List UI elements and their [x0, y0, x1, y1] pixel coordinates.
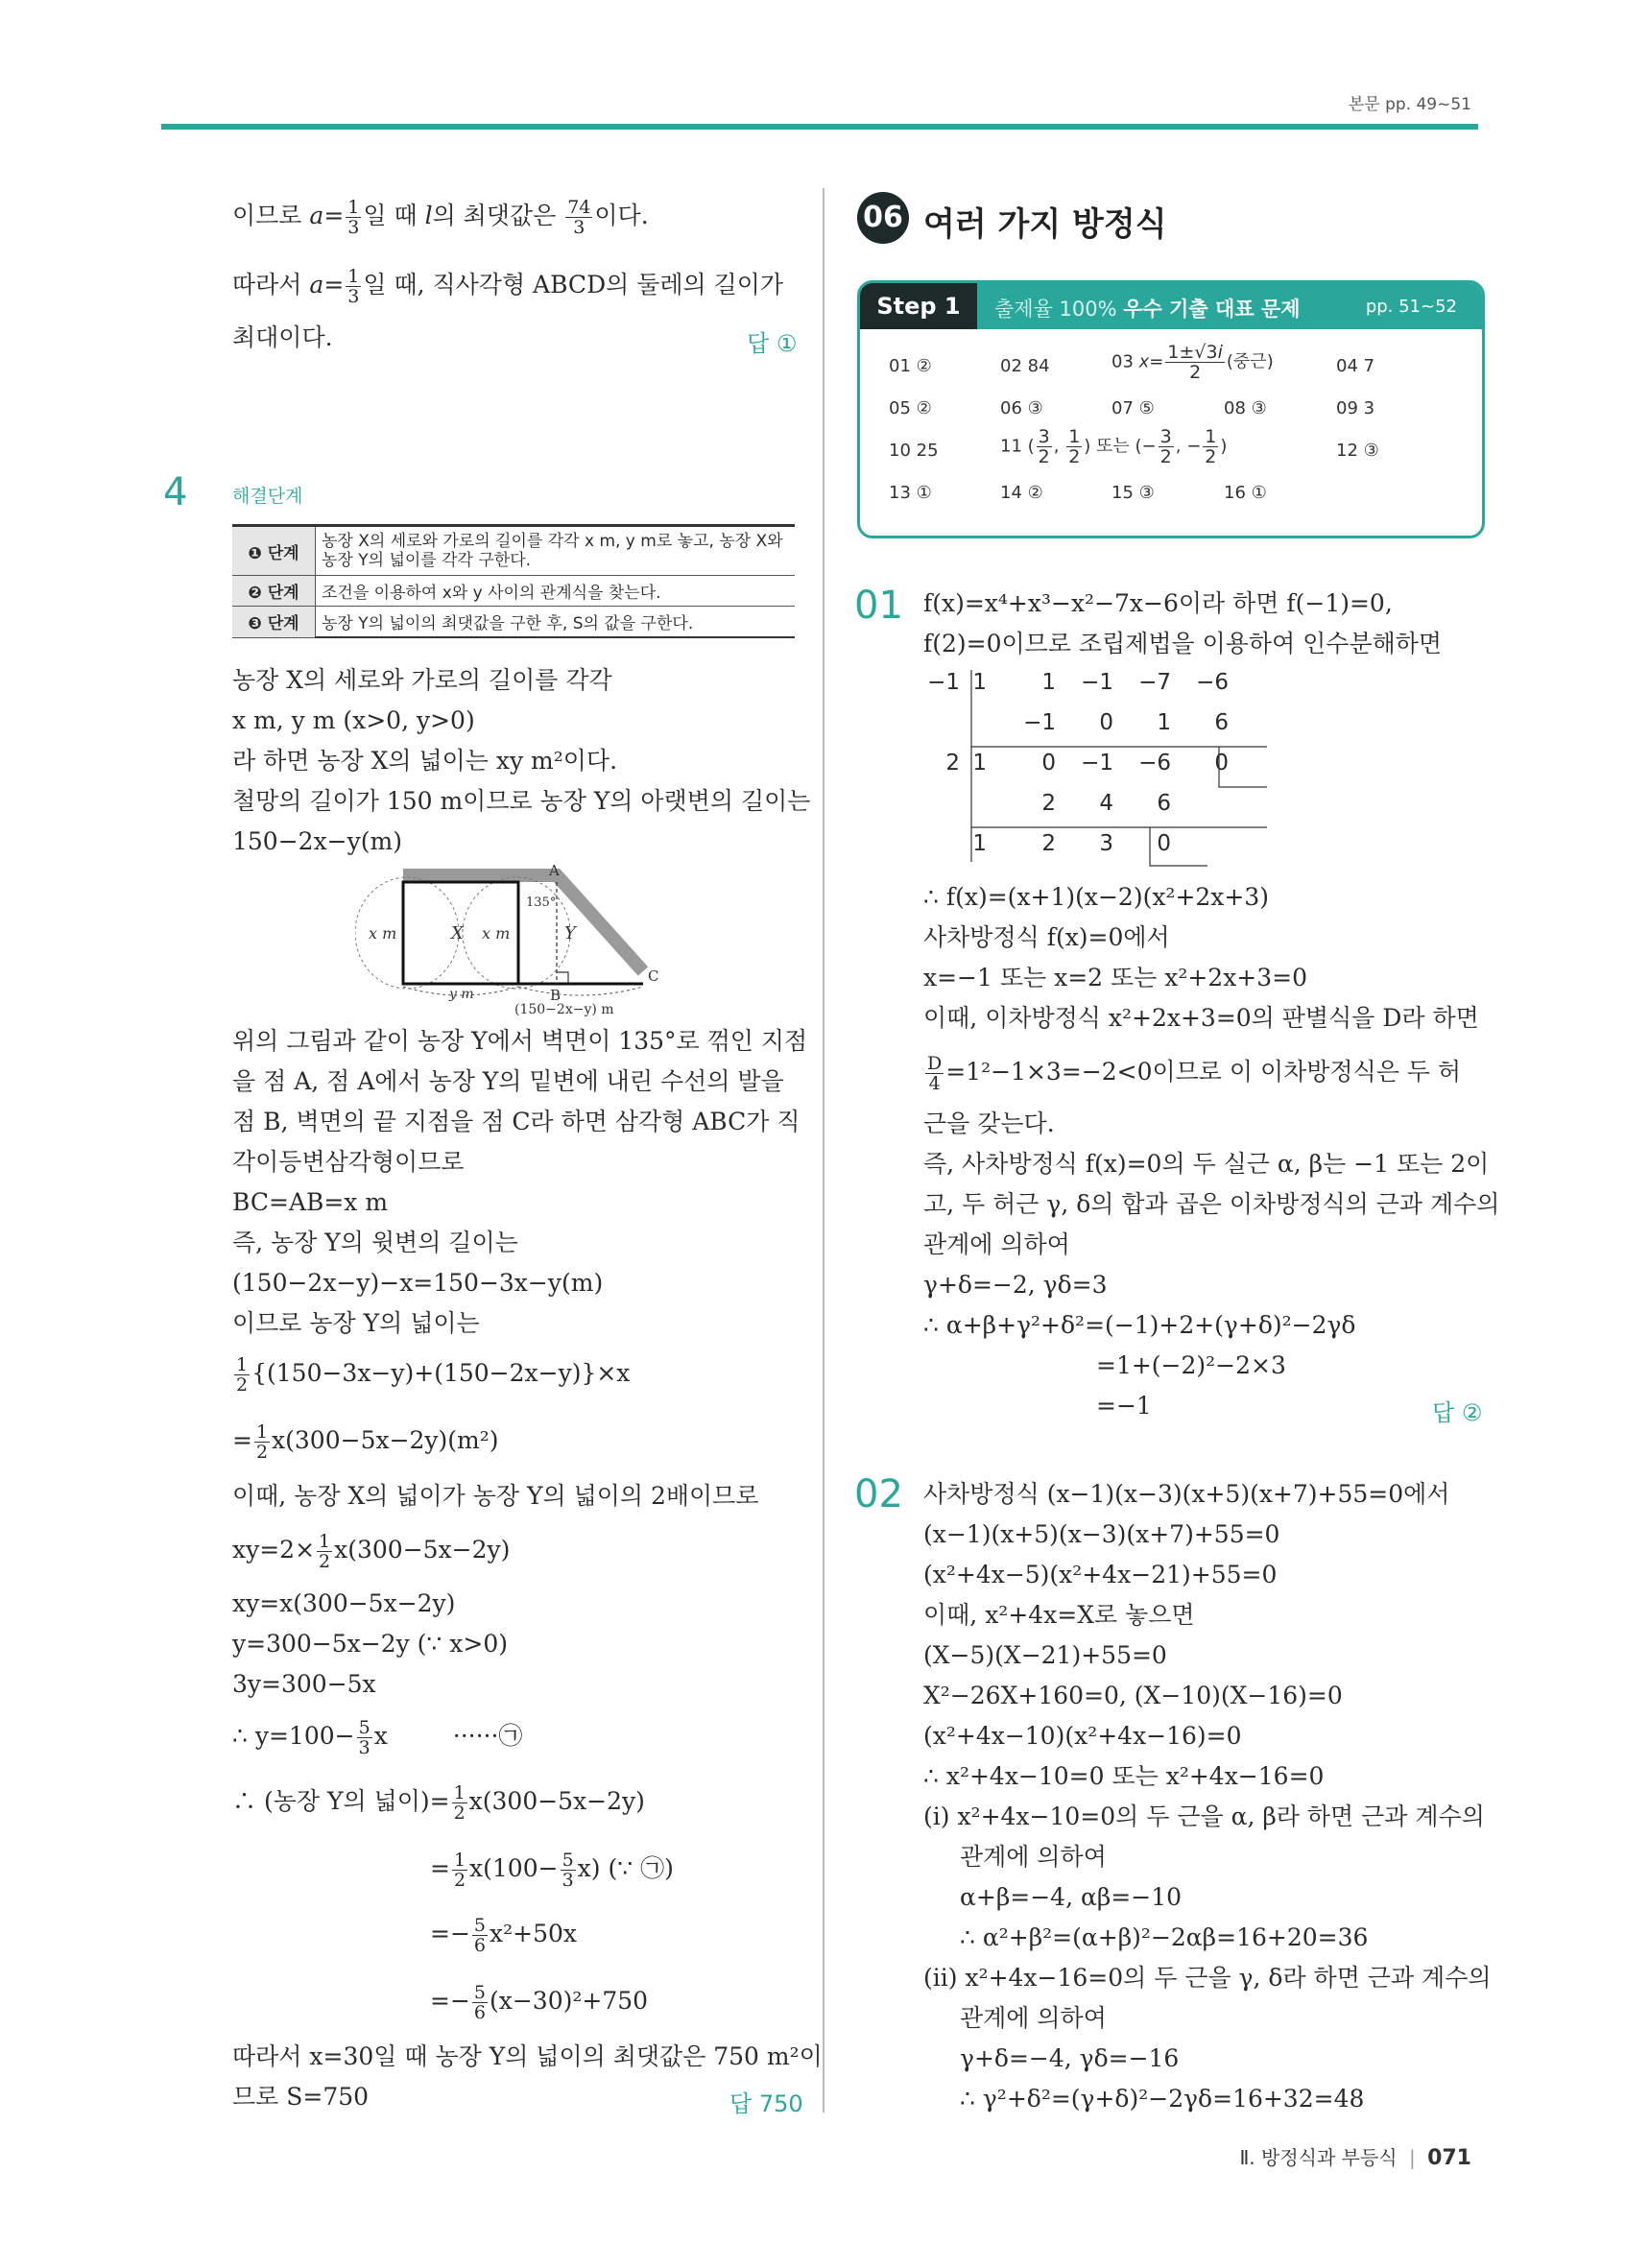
step-title-rate: 출제율 100%	[994, 298, 1117, 321]
answer-item: 16 ①	[1224, 483, 1267, 503]
text-line: f(x)=x⁴+x³−x²−7x−6이라 하면 f(−1)=0,	[923, 589, 1393, 617]
sd-cell: 0	[1157, 831, 1171, 856]
sd-remainder-box	[1219, 747, 1267, 787]
sd-cell: 0	[1214, 751, 1229, 776]
sd-cell: 0	[1041, 751, 1056, 776]
sd-cell: −1	[1081, 670, 1113, 695]
sd-cell: 1	[1041, 670, 1056, 695]
text-line: 철망의 길이가 150 m이므로 농장 Y의 아랫변의 길이는	[232, 787, 811, 815]
equation	[923, 1054, 1461, 1093]
text-line: 위의 그림과 같이 농장 Y에서 벽면이 135°로 꺾인 지점	[232, 1027, 808, 1055]
section-title: 여러 가지 방정식	[923, 205, 1167, 244]
text-line: 고, 두 허근 γ, δ의 합과 곱은 이차방정식의 근과 계수의	[923, 1190, 1500, 1218]
text-line: (x²+4x−5)(x²+4x−21)+55=0	[923, 1561, 1278, 1588]
text-line: γ+δ=−2, γδ=3	[923, 1271, 1108, 1299]
text-line: 이므로 농장 Y의 넓이는	[232, 1309, 480, 1337]
equation-tag: ······㉠	[452, 1722, 523, 1750]
equation: ∴ (농장 Y의 넓이)= $\frac{1}{2}$ x(300−5x−2y)	[232, 1782, 645, 1824]
text-line: 농장 X의 세로와 가로의 길이를 각각	[232, 666, 612, 694]
text-line: γ+δ=−4, γδ=−16	[960, 2044, 1180, 2072]
text-line: x=−1 또는 x=2 또는 x²+2x+3=0	[923, 964, 1308, 991]
equation: = $\frac{1}{2}$ x(100− $\frac{5}{3}$ x) (∵ ㉠)	[430, 1850, 674, 1891]
farm-figure	[355, 864, 672, 1017]
step-label: Step 1	[860, 283, 977, 329]
equation-text: ∴ y=100−	[232, 1722, 355, 1750]
equation-text: {(150−3x−y)+(150−2x−y)}×x	[251, 1359, 631, 1387]
step-label: ❸ 단계	[232, 607, 316, 638]
text-line: 즉, 사차방정식 f(x)=0의 두 실근 α, β는 −1 또는 2이	[923, 1150, 1490, 1178]
label-bottom: (150−2x−y) m	[514, 1002, 614, 1017]
equation-text: x) (∵ ㉠)	[577, 1854, 674, 1882]
text-line: X²−26X+160=0, (X−10)(X−16)=0	[923, 1682, 1343, 1709]
label-A: A	[549, 864, 560, 879]
equation-text: xy=2×	[232, 1536, 316, 1564]
text-line: 150−2x−y(m)	[232, 827, 402, 855]
answer-item: 08 ③	[1224, 398, 1267, 418]
disc-den: 4	[928, 1073, 941, 1094]
equation-text: x	[373, 1722, 388, 1750]
answer-item: 10 25	[889, 441, 939, 461]
answer-item: 05 ②	[889, 398, 932, 418]
text-line: ∴ f(x)=(x+1)(x−2)(x²+2x+3)	[923, 883, 1270, 911]
equation-text: =−	[430, 1920, 470, 1947]
label-B: B	[550, 987, 562, 1004]
text-line: 사차방정식 (x−1)(x−3)(x+5)(x+7)+55=0에서	[923, 1480, 1450, 1508]
text-line: BC=AB=x m	[232, 1188, 389, 1216]
answer-item: 01 ②	[889, 356, 932, 376]
answer-item: 13 ①	[889, 483, 932, 503]
answer-item: 07 ⑤	[1111, 398, 1155, 418]
sd-cell: 2	[945, 751, 960, 776]
answer-grid	[889, 343, 1465, 525]
footer-separator: |	[1408, 2146, 1416, 2169]
label-X: X	[451, 923, 464, 943]
text-line: 각이등변삼각형이므로	[232, 1148, 465, 1176]
answer-item: 12 ③	[1336, 441, 1379, 461]
text-line: ∴ γ²+δ²=(γ+δ)²−2γδ=16+32=48	[960, 2085, 1365, 2113]
answer-item: 03 x= $\frac{1\pm√3i}{2}$ (중근)	[1111, 342, 1274, 383]
step-label: ❷ 단계	[232, 576, 316, 607]
equation-text: =−	[430, 1987, 470, 2015]
equation-text: (x−30)²+750	[490, 1987, 649, 2015]
equation: xy=x(300−5x−2y)	[232, 1589, 456, 1617]
text-line: ∴ x²+4x−10=0 또는 x²+4x−16=0	[923, 1762, 1325, 1790]
footer-chapter: Ⅱ. 방정식과 부등식	[1239, 2146, 1398, 2169]
circle-y	[463, 877, 570, 989]
text-line: 근을 갖는다.	[923, 1110, 1055, 1137]
sd-cell: −6	[1138, 751, 1171, 776]
equation: = $\frac{1}{2}$ x(300−5x−2y)(m²)	[232, 1421, 499, 1463]
equation: xy=2× $\frac{1}{2}$ x(300−5x−2y)	[232, 1531, 511, 1572]
label-xm-left: x m	[369, 924, 397, 943]
label-C: C	[648, 967, 659, 985]
step-row	[232, 527, 795, 576]
text-line: (X−5)(X−21)+55=0	[923, 1641, 1167, 1669]
step-title-main: 우수 기출 대표 문제	[1123, 298, 1301, 321]
answer-item: 09 3	[1336, 398, 1375, 418]
header-rule	[161, 124, 1478, 130]
step1-box	[857, 280, 1485, 538]
text-line: 관계에 의하여	[960, 1843, 1107, 1871]
sd-cell: −1	[1081, 751, 1113, 776]
step-text: 조건을 이용하여 x와 y 사이의 관계식을 찾는다.	[316, 576, 796, 607]
synthetic-division	[902, 670, 1305, 871]
equation-text: x(300−5x−2y)(m²)	[272, 1426, 499, 1454]
sd-cell: 2	[1041, 831, 1056, 856]
text-line: 이때, x²+4x=X로 놓으면	[923, 1601, 1195, 1629]
sd-cell: −1	[1023, 710, 1056, 735]
text-line: 이므로 a= $\frac{1}{3}$ 일 때 l의 최댓값은 $\frac{74}{3}$ 이다.	[232, 197, 649, 238]
answer-item: 04 7	[1336, 356, 1375, 376]
sd-cell: 0	[1099, 710, 1113, 735]
problem-number: 4	[163, 470, 188, 514]
text-line: (x−1)(x+5)(x−3)(x+7)+55=0	[923, 1520, 1280, 1548]
text-line: 최대이다.	[232, 323, 333, 351]
sd-cell: −6	[1196, 670, 1229, 695]
answer-label: 답 ②	[1432, 1399, 1483, 1426]
sd-cell: 6	[1157, 791, 1171, 816]
section-number-badge: 06	[857, 192, 909, 244]
text-line: (150−2x−y)−x=150−3x−y(m)	[232, 1269, 604, 1297]
problem-number-01: 01	[854, 584, 903, 628]
equation: y=300−5x−2y (∵ x>0)	[232, 1630, 508, 1658]
answer-item: 11 ( $\frac{3}{2}$ , $\frac{1}{2}$ ) 또는 (− $\frac{3}{2}$ , − $\frac{1}{2}$ )	[1000, 426, 1228, 467]
bottom-brace	[518, 987, 643, 995]
step-row	[232, 576, 795, 607]
step-pages: pp. 51~52	[1365, 297, 1457, 317]
step-text: 농장 X의 세로와 가로의 길이를 각각 x m, y m로 놓고, 농장 X와 농장 Y의 넓이를 각각 구한다.	[316, 527, 796, 576]
sd-cell: 4	[1099, 791, 1113, 816]
problem-number-02: 02	[854, 1472, 903, 1516]
text-line: 관계에 의하여	[960, 2004, 1107, 2032]
page-reference: 본문 pp. 49~51	[1348, 95, 1471, 114]
text-line: 따라서 x=30일 때 농장 Y의 넓이의 최댓값은 750 m²이	[232, 2042, 823, 2070]
answer-item: 15 ③	[1111, 483, 1155, 503]
step-text: 농장 Y의 넓이의 최댓값을 구한 후, S의 값을 구한다.	[316, 607, 796, 638]
label-angle: 135°	[526, 895, 557, 910]
step-row	[232, 607, 795, 638]
text-line: 즉, 농장 Y의 윗변의 길이는	[232, 1229, 518, 1256]
page-number: 071	[1427, 2146, 1471, 2170]
text-line: 점 B, 벽면의 끝 지점을 점 C라 하면 삼각형 ABC가 직	[232, 1108, 801, 1135]
text-line: (ii) x²+4x−16=0의 두 근을 γ, δ라 하면 근과 계수의	[923, 1964, 1492, 1992]
sd-cell: 3	[1099, 831, 1113, 856]
label-ym: y m	[449, 987, 474, 1002]
equation: 3y=300−5x	[232, 1670, 376, 1698]
sd-lines	[902, 670, 1305, 871]
answer-label: 답 750	[729, 2090, 803, 2117]
text-line: 라 하면 농장 X의 넓이는 xy m²이다.	[232, 747, 618, 775]
text-line: 므로 S=750	[232, 2083, 370, 2111]
equation-text: x²+50x	[490, 1920, 577, 1947]
text-line: 을 점 A, 점 A에서 농장 Y의 밑변에 내린 수선의 발을	[232, 1067, 784, 1095]
sd-cell: 1	[972, 831, 987, 856]
text-line: (x²+4x−10)(x²+4x−16)=0	[923, 1722, 1242, 1750]
footer	[1239, 2142, 1471, 2170]
step-label: ❶ 단계	[232, 527, 316, 576]
text-line: ∴ α²+β²=(α+β)²−2αβ=16+20=36	[960, 1923, 1369, 1951]
sd-cell: −1	[927, 670, 960, 695]
equation: $\frac{1}{2}$ {(150−3x−y)+(150−2x−y)}×x	[236, 1354, 631, 1396]
text-line: 이때, 농장 X의 넓이가 농장 Y의 넓이의 2배이므로	[232, 1482, 759, 1510]
equation: ∴ y=100− $\frac{5}{3}$ x ······㉠	[232, 1717, 523, 1758]
text-line: 이때, 이차방정식 x²+2x+3=0의 판별식을 D라 하면	[923, 1004, 1479, 1032]
sd-cell: 1	[972, 751, 987, 776]
disc-num: D	[927, 1053, 943, 1074]
text-line: =1+(−2)²−2×3	[1096, 1351, 1286, 1379]
solution-steps-title: 해결단계	[232, 486, 303, 507]
text-line: 사차방정식 f(x)=0에서	[923, 923, 1170, 951]
answer-item: 02 84	[1000, 356, 1050, 376]
equation: =− $\frac{5}{6}$ (x−30)²+750	[430, 1982, 649, 2023]
text-line: =−1	[1096, 1392, 1152, 1420]
label-Y: Y	[564, 923, 576, 943]
equation: =− $\frac{5}{6}$ x²+50x	[430, 1915, 577, 1956]
sd-cell: −7	[1138, 670, 1171, 695]
text-line: α+β=−4, αβ=−10	[960, 1883, 1183, 1911]
sd-cell: 6	[1214, 710, 1229, 735]
step-title	[994, 294, 1301, 322]
text-line: f(2)=0이므로 조립제법을 이용하여 인수분해하면	[923, 630, 1443, 657]
sd-remainder-box	[1150, 827, 1207, 866]
right-angle-mark	[557, 972, 568, 984]
text-line: x m, y m (x>0, y>0)	[232, 706, 475, 734]
sd-cell: 1	[972, 670, 987, 695]
sd-cell: 1	[1157, 710, 1171, 735]
equation-text: x(300−5x−2y)	[334, 1536, 511, 1564]
answer-label: 답 ①	[747, 330, 798, 357]
column-divider	[823, 188, 824, 2113]
equation-text: x(300−5x−2y)	[468, 1787, 645, 1815]
answer-item: 06 ③	[1000, 398, 1043, 418]
equation-text: =1²−1×3=−2<0이므로 이 이차방정식은 두 허	[945, 1058, 1462, 1086]
solution-steps-table	[232, 527, 795, 638]
label-xm-mid: x m	[482, 924, 511, 943]
text-line: ∴ α+β+γ²+δ²=(−1)+2+(γ+δ)²−2γδ	[923, 1311, 1356, 1339]
text-line: 관계에 의하여	[923, 1230, 1070, 1258]
text-line: (i) x²+4x−10=0의 두 근을 α, β라 하면 근과 계수의	[923, 1802, 1485, 1830]
sd-cell: 2	[1041, 791, 1056, 816]
answer-item: 14 ②	[1000, 483, 1043, 503]
text-line: 따라서 a= $\frac{1}{3}$ 일 때, 직사각형 ABCD의 둘레의 길이가	[232, 266, 784, 307]
equation-text: x(100−	[469, 1854, 559, 1882]
equation-text: ∴ (농장 Y의 넓이)=	[232, 1787, 450, 1815]
